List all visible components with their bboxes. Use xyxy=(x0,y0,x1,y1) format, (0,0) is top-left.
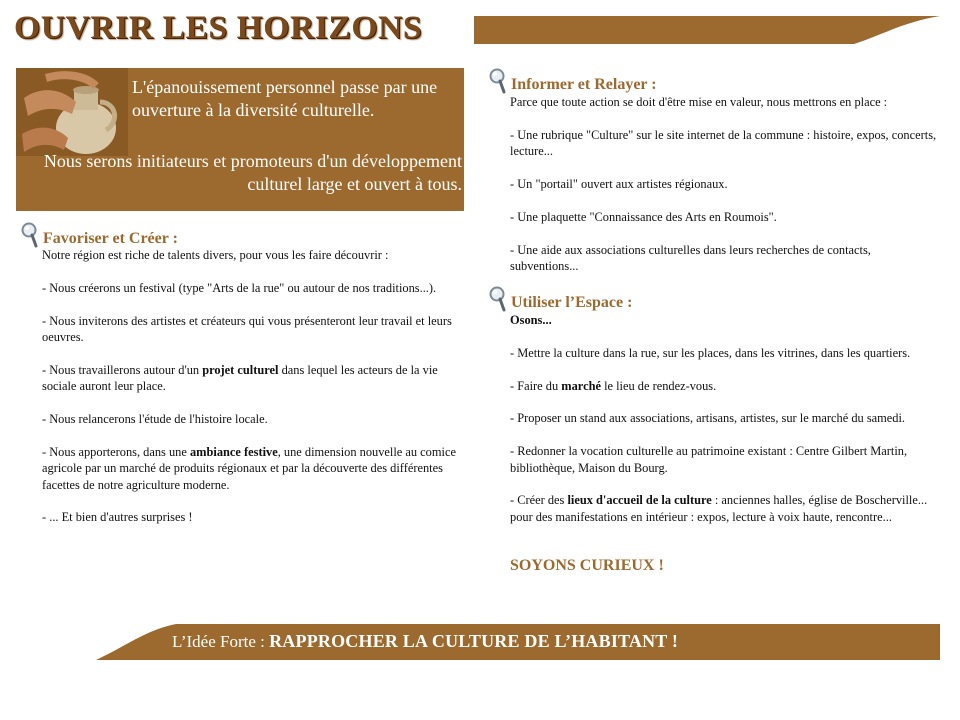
informer-item-aide: - Une aide aux associations culturelles dans leurs recherches de contacts, subventions... xyxy=(510,242,871,273)
pottery-jug-image xyxy=(16,68,128,156)
footer-lead: L’Idée Forte : xyxy=(172,632,270,651)
intro-text-1: L'épanouissement personnel passe par une ouverture à la diversité culturelle. xyxy=(132,77,438,120)
utiliser-item-stand: - Proposer un stand aux associations, artisans, artistes, sur le marché du samedi. xyxy=(510,411,906,426)
favoriser-item-comice: - Nous apporterons, dans une ambiance festive, une dimension nouvelle au comice agricole par un marché de produits régionaux et par la découverte des différentes facettes de notre agriculture moderne. xyxy=(42,444,456,492)
utiliser-item-rue: - Mettre la culture dans la rue, sur les places, dans les vitrines, dans les quartiers. xyxy=(510,345,911,360)
section-heading-informer xyxy=(488,68,657,94)
intro-text-2: Nous serons initiateurs et promoteurs d'un développement culturel large et ouvert à tous. xyxy=(43,151,462,194)
magnifier-icon xyxy=(20,222,40,248)
favoriser-item-festival: - Nous créerons un festival (type "Arts de la rue" ou autour de nos traditions...). xyxy=(42,280,437,295)
utiliser-item-lieux: - Créer des lieux d'accueil de la culture : anciennes halles, église de Boscherville... pour des manifestations en intérieur : expos, lecture à voix haute, rencontre... xyxy=(510,493,928,524)
favoriser-item-projet: - Nous travaillerons autour d'un projet culturel dans lequel les acteurs de la vie sociale auront leur place. xyxy=(42,362,438,394)
section-title-utiliser: Utiliser l’Espace : xyxy=(511,294,633,311)
section-title-informer: Informer et Relayer : xyxy=(511,76,657,93)
utiliser-item-patrimoine: - Redonner la vocation culturelle au patrimoine existant : Centre Gilbert Martin, bibliothèque, Maison du Bourg. xyxy=(510,444,908,475)
utiliser-intro: Osons... xyxy=(510,313,552,327)
informer-item-plaquette: - Une plaquette "Connaissance des Arts en Roumois". xyxy=(510,209,777,224)
section-body-favoriser xyxy=(42,247,470,526)
favoriser-intro: Notre région est riche de talents divers, pour vous les faire découvrir : xyxy=(42,248,389,262)
section-heading-favoriser xyxy=(20,222,178,248)
favoriser-item-surprises: - ... Et bien d'autres surprises ! xyxy=(42,510,193,525)
section-title-favoriser: Favoriser et Créer : xyxy=(43,230,178,247)
title-swoosh-bar xyxy=(474,16,940,44)
closing-slogan: SOYONS CURIEUX ! xyxy=(510,557,664,574)
section-body-utiliser xyxy=(510,312,942,525)
section-heading-utiliser xyxy=(488,286,632,312)
informer-intro: Parce que toute action se doit d'être mise en valeur, nous mettrons en place : xyxy=(510,95,888,109)
footer-strong: RAPPROCHER LA CULTURE DE L’HABITANT ! xyxy=(269,631,679,651)
section-body-informer xyxy=(510,94,940,274)
favoriser-item-histoire: - Nous relancerons l'étude de l'histoire locale. xyxy=(42,412,268,426)
utiliser-item-marche: - Faire du marché le lieu de rendez-vous. xyxy=(510,378,717,393)
informer-item-portail: - Un "portail" ouvert aux artistes régionaux. xyxy=(510,177,728,191)
magnifier-icon xyxy=(488,286,508,312)
informer-item-rubrique: - Une rubrique "Culture" sur le site internet de la commune : histoire, expos, concerts, lecture... xyxy=(510,127,937,159)
magnifier-icon xyxy=(488,68,508,94)
footer-banner-text xyxy=(172,631,678,652)
page-title: OUVRIR LES HORIZONS xyxy=(14,10,423,46)
favoriser-item-artistes: - Nous inviterons des artistes et créateurs qui vous présenteront leur travail et leurs oeuvres. xyxy=(42,313,452,344)
intro-box xyxy=(16,68,464,211)
